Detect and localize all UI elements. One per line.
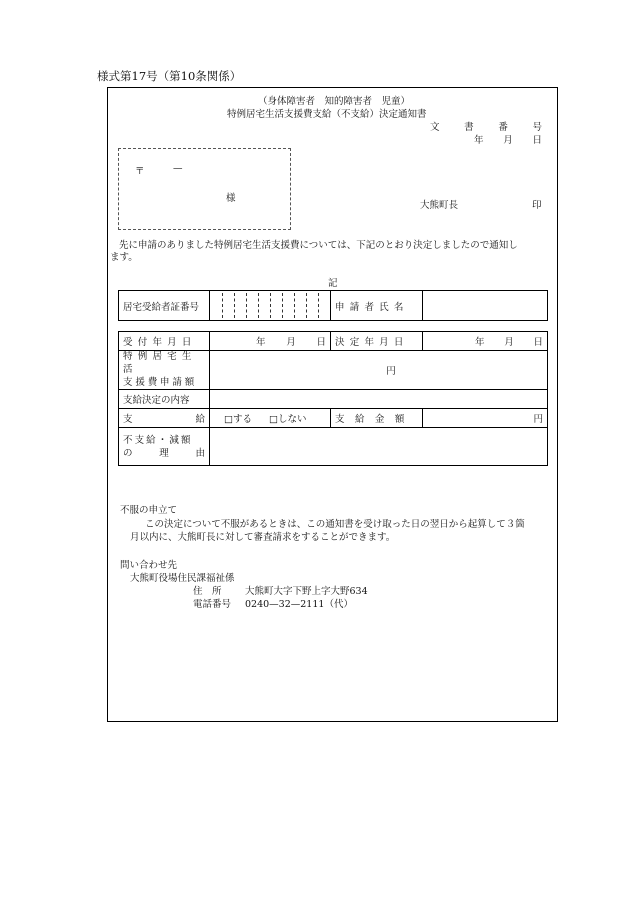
reason-field[interactable] — [210, 428, 548, 466]
option-pay-checkbox[interactable]: □する — [224, 414, 252, 426]
contact-office: 大熊町役場住民課福祉係 — [130, 573, 235, 584]
id-digit-separator — [270, 293, 271, 318]
intro-text-line1: 先に申請のありました特例居宅生活支援費については、下記のとおり決定しましたので通知し — [119, 240, 518, 251]
contact-heading: 問い合わせ先 — [120, 560, 178, 571]
id-digit-separator — [282, 293, 283, 318]
objection-text-line2: 月以内に、大熊町長に対して審査請求をすることができます。 — [130, 532, 396, 543]
applicant-name-field[interactable] — [423, 291, 548, 321]
decision-date-field[interactable]: 年 月 日 — [423, 332, 548, 351]
address-box — [118, 148, 291, 230]
id-digit-separator — [318, 293, 319, 318]
ki-heading: 記 — [328, 278, 338, 289]
decision-content-label: 支給決定の内容 — [119, 390, 210, 409]
applicant-name-label: 申請者氏名 — [331, 291, 423, 321]
issue-date-label: 年 月 日 — [474, 135, 542, 146]
received-date-label: 受付年月日 — [119, 332, 210, 351]
requested-amount-label: 特例居宅生活 支援費申請額 — [119, 351, 210, 390]
payment-amount-label: 支給金額 — [331, 409, 423, 428]
id-digit-separator — [222, 293, 223, 318]
payment-label: 支 給 — [119, 409, 210, 428]
document-number-label: 文 書 番 号 — [430, 122, 542, 133]
decision-content-field[interactable] — [210, 390, 548, 409]
postal-mark: 〒 — [135, 166, 145, 177]
recipient-categories: （身体障害者 知的障害者 児童） — [258, 96, 411, 107]
form-number-label: 様式第17号（第10条関係） — [97, 69, 242, 83]
issuer-title: 大熊町長 — [420, 200, 459, 211]
honorific-sama: 様 — [226, 193, 236, 204]
requested-amount-field[interactable]: 円 — [210, 351, 548, 390]
postal-dash: — — [173, 163, 183, 174]
document-title: 特例居宅生活支援費支給（不支給）決定通知書 — [227, 109, 427, 120]
seal-mark: 印 — [532, 200, 542, 211]
id-digit-separator — [246, 293, 247, 318]
contact-phone: 0240—32—2111（代） — [245, 599, 353, 610]
id-digit-separator — [306, 293, 307, 318]
payment-amount-field[interactable]: 円 — [423, 409, 548, 428]
contact-address: 大熊町大字下野上字大野634 — [245, 586, 368, 597]
intro-text-line2: ます。 — [110, 252, 138, 263]
reason-label: 不支給・減額 の 理 由 — [119, 428, 210, 466]
id-digit-separator — [234, 293, 235, 318]
recipient-id-table — [118, 290, 548, 321]
contact-phone-label: 電話番号 — [193, 599, 232, 610]
contact-address-label: 住 所 — [193, 586, 222, 597]
id-digit-separator — [258, 293, 259, 318]
decision-table — [118, 331, 548, 466]
objection-heading: 不服の申立て — [120, 505, 178, 516]
id-digit-separator — [294, 293, 295, 318]
payment-options — [210, 409, 331, 428]
option-no-pay-checkbox[interactable]: □しない — [269, 414, 307, 426]
objection-text-line1: この決定について不服があるときは、この通知書を受け取った日の翌日から起算して３箇 — [145, 519, 525, 530]
received-date-field[interactable]: 年 月 日 — [210, 332, 331, 351]
decision-date-label: 決定年月日 — [331, 332, 423, 351]
recipient-id-label: 居宅受給者証番号 — [119, 291, 210, 321]
